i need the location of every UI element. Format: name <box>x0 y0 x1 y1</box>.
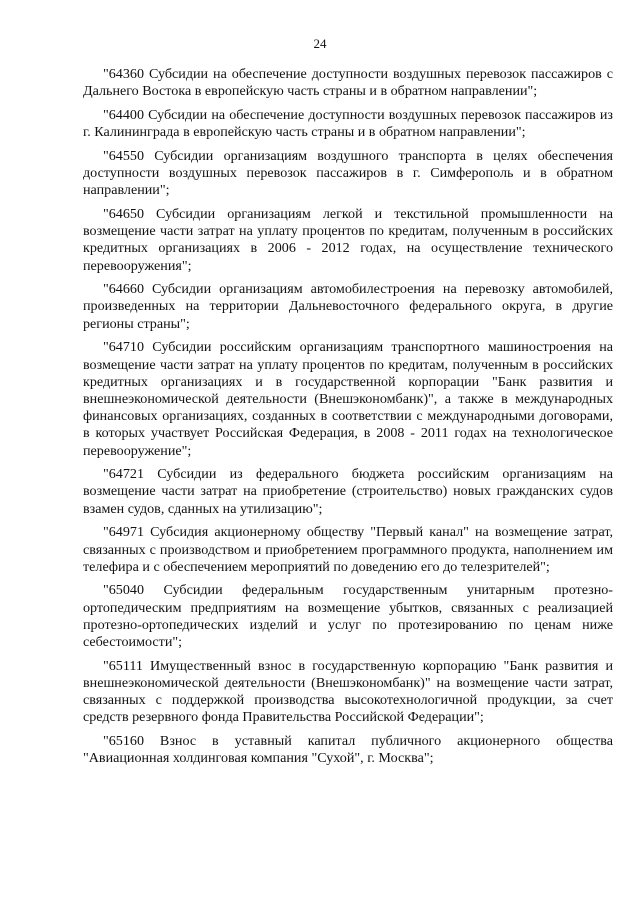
paragraph-65160: "65160 Взнос в уставный капитал публичного акционерного общества "Авиационная холдинговая компания "Сухой", г. Москва"; <box>83 733 613 767</box>
paragraph-64360: "64360 Субсидии на обеспечение доступности воздушных перевозок пассажиров с Дальнего Востока в европейскую часть страны и в обратном направлении"; <box>83 66 613 100</box>
page-number: 24 <box>313 36 327 51</box>
paragraph-65111: "65111 Имущественный взнос в государственную корпорацию "Банк развития и внешнеэкономической деятельности (Внешэкономбанк)" на возмещение части затрат, связанных с поддержкой производства высокотехнологичной продукции, за счет средств резервного фонда Правительства Российской Федерации"; <box>83 657 613 726</box>
paragraph-64971: "64971 Субсидия акционерному обществу "Первый канал" на возмещение затрат, связанных с производством и приобретением программного продукта, наполнением им телефира и с обеспечением мероприятий по доведению его до телезрителей"; <box>83 524 613 575</box>
paragraph-64400: "64400 Субсидии на обеспечение доступности воздушных перевозок пассажиров из г. Калининграда в европейскую часть страны и в обратном направлении"; <box>83 106 613 141</box>
document-body <box>83 66 613 774</box>
paragraph-65040: "65040 Субсидии федеральным государственным унитарным протезно-ортопедическим предприятиям на возмещение убытков, связанных с реализацией протезно-ортопедических изделий и услуг по протезированию по ценам ниже себестоимости"; <box>83 582 613 651</box>
paragraph-64660: "64660 Субсидии организациям автомобилестроения на перевозку автомобилей, произведенных на территории Дальневосточного федерального округа, в другие регионы страны"; <box>83 281 613 332</box>
paragraph-64550: "64550 Субсидии организациям воздушного транспорта в целях обеспечения доступности воздушных перевозок пассажиров в г. Симферополь и в обратном направлении"; <box>83 147 613 199</box>
paragraph-64710: "64710 Субсидии российским организациям транспортного машиностроения на возмещение части затрат на уплату процентов по кредитам, полученным в российских кредитных организациях и в государственной корпорации "Банк развития и внешнеэкономической деятельности (Внешэкономбанк)", а также в международных финансовых организациях, созданных в соответствии с международными договорами, в которых участвует Российская Федерация, в 2008 - 2011 годах на технологическое перевооружение"; <box>83 339 613 459</box>
paragraph-64721: "64721 Субсидии из федерального бюджета российским организациям на возмещение части затрат на приобретение (строительство) новых гражданских судов взамен судов, сданных на утилизацию"; <box>83 466 613 517</box>
paragraph-64650: "64650 Субсидии организациям легкой и текстильной промышленности на возмещение части затрат на уплату процентов по кредитам, полученным в российских кредитных организациях в 2006 - 2012 годах, на осуществление технического перевооружения"; <box>83 205 613 274</box>
